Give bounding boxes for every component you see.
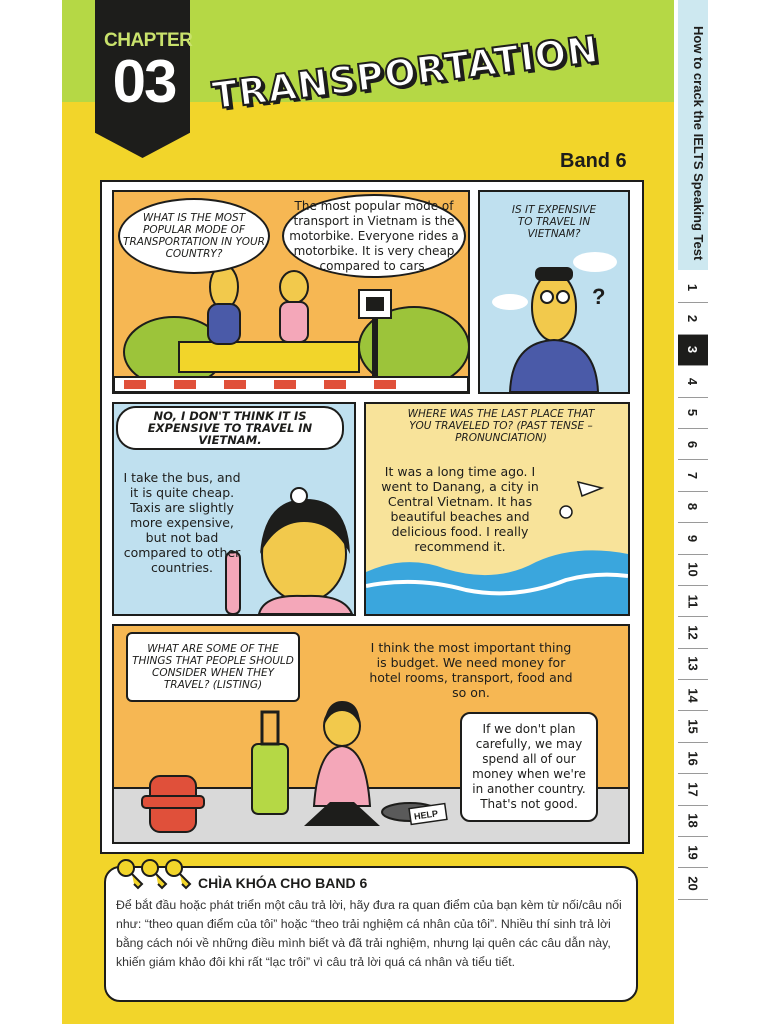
chapter-title: TRANSPORTATION [210, 27, 602, 118]
index-item-label: 8 [685, 503, 701, 511]
question-text-4: WHERE WAS THE LAST PLACE THAT YOU TRAVELED TO? (PAST TENSE – PRONUNCIATION) [407, 408, 595, 444]
index-item-label: 7 [685, 471, 701, 480]
book-title: How to crack the IELTS Speaking Test [691, 26, 706, 261]
index-item-label: 16 [685, 750, 701, 766]
index-item-label: 17 [685, 782, 701, 797]
index-item-10[interactable] [678, 555, 708, 586]
key-box-title: CHÌA KHÓA CHO BAND 6 [198, 875, 368, 891]
question-bubble-5: WHAT ARE SOME OF THE THINGS THAT PEOPLE SHOULD CONSIDER WHEN THEY TRAVEL? (LISTING) [126, 632, 300, 702]
index-item-3[interactable] [678, 335, 708, 366]
help-sign: HELP [413, 808, 439, 822]
chapter-label: CHAPTER [104, 30, 193, 51]
index-item-4[interactable] [678, 366, 708, 397]
answer-heading-3: NO, I DON'T THINK IT IS EXPENSIVE TO TRAVEL IN VIETNAM. [116, 406, 344, 450]
index-item-2[interactable] [678, 303, 708, 334]
index-item-20[interactable] [678, 868, 708, 899]
comic-panel-1 [112, 190, 470, 394]
index-item-13[interactable] [678, 649, 708, 680]
key-icon [114, 856, 194, 894]
comic-panel-5 [112, 624, 630, 844]
index-item-label: 14 [685, 688, 701, 703]
index-item-1[interactable] [678, 272, 708, 303]
index-item-6[interactable] [678, 429, 708, 460]
index-item-label: 15 [685, 719, 701, 734]
index-item-18[interactable] [678, 806, 708, 837]
index-item-label: 18 [685, 813, 701, 829]
answer-bubble-1: The most popular mode of transport in Vietnam is the motorbike. Everyone rides a motorbike. It is very cheap compared to cars. [282, 194, 466, 278]
key-box-body: Để bắt đầu hoặc phát triển một câu trả lời, hãy đưa ra quan điểm của bạn kèm từ nối/câu nối như: “theo quan điểm của tôi” hoặc “theo trải nghiệm cá nhân của tôi”. Nhiều thí sinh trả lời bằng cách nói về những điều mình biết và đã trải nghiệm, nhưng lại quên các câu dẫn này, khiến giám khảo đôi khi rất “lạc trôi” vì câu trả lời quá cá nhân và tiểu tiết. [116, 898, 622, 969]
index-item-label: 4 [685, 377, 701, 385]
index-item-label: 9 [685, 534, 701, 542]
index-item-12[interactable] [678, 617, 708, 648]
answer-text-5a: I think the most important thing is budget. We need money for hotel rooms, transport, food and so on. [369, 640, 573, 700]
question-bubble-1: WHAT IS THE MOST POPULAR MODE OF TRANSPORTATION IN YOUR COUNTRY? [118, 198, 270, 274]
index-item-8[interactable] [678, 492, 708, 523]
index-item-11[interactable] [678, 586, 708, 617]
comic-panel-2 [478, 190, 630, 394]
index-item-label: 13 [685, 656, 701, 672]
index-item-14[interactable] [678, 680, 708, 711]
index-item-15[interactable] [678, 711, 708, 742]
index-item-17[interactable] [678, 774, 708, 805]
index-item-5[interactable] [678, 398, 708, 429]
index-item-label: 3 [685, 346, 701, 354]
comic-panel-3 [112, 402, 356, 616]
answer-bubble-5b: If we don't plan carefully, we may spend all of our money when we're in another country. That's not good. [460, 712, 598, 822]
answer-text-3: I take the bus, and it is quite cheap. Taxis are slightly more expensive, but not bad compared to other countries. [123, 470, 241, 575]
question-text-2: IS IT EXPENSIVE TO TRAVEL IN VIETNAM? [511, 204, 597, 240]
index-item-9[interactable] [678, 523, 708, 554]
comic-panel-4 [364, 402, 630, 616]
question-mark: ? [592, 284, 606, 309]
band-label: Band 6 [560, 150, 627, 172]
index-item-label: 2 [685, 314, 701, 323]
chapter-index [678, 272, 708, 900]
index-item-label: 20 [685, 876, 701, 891]
index-item-label: 1 [685, 283, 701, 291]
index-item-label: 11 [685, 594, 701, 608]
index-item-label: 5 [685, 409, 701, 417]
chapter-number: 03 [112, 48, 176, 115]
index-item-7[interactable] [678, 460, 708, 491]
index-item-label: 10 [685, 562, 701, 577]
answer-text-4: It was a long time ago. I went to Danang, a city in Central Vietnam. It has beautiful beaches and delicious food. I really recommend it. [381, 464, 539, 554]
index-item-label: 19 [685, 844, 701, 860]
index-item-label: 12 [685, 625, 701, 640]
index-item-label: 6 [685, 440, 701, 448]
index-item-16[interactable] [678, 743, 708, 774]
index-item-19[interactable] [678, 837, 708, 868]
